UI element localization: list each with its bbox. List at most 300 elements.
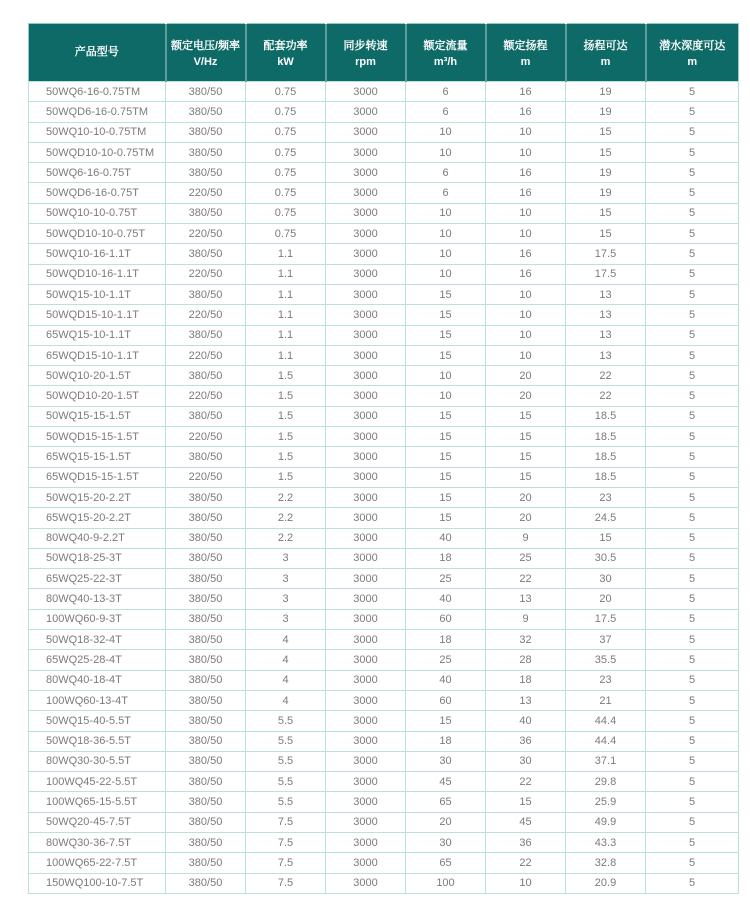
- cell-value: 5.5: [246, 772, 326, 792]
- cell-value: 5: [646, 122, 739, 142]
- cell-value: 3: [246, 569, 326, 589]
- cell-value: 5: [646, 630, 739, 650]
- cell-value: 380/50: [166, 873, 246, 893]
- cell-value: 18.5: [566, 467, 646, 487]
- cell-model: 100WQ65-15-5.5T: [29, 792, 166, 812]
- cell-value: 0.75: [246, 82, 326, 102]
- cell-value: 18: [486, 670, 566, 690]
- table-row: [29, 325, 739, 345]
- cell-value: 3000: [326, 183, 406, 203]
- cell-value: 4: [246, 690, 326, 710]
- cell-value: 30: [406, 751, 486, 771]
- cell-value: 15: [406, 406, 486, 426]
- table-row: [29, 122, 739, 142]
- header-row: [29, 24, 739, 82]
- cell-model: 50WQD6-16-0.75TM: [29, 102, 166, 122]
- cell-model: 50WQ20-45-7.5T: [29, 812, 166, 832]
- cell-model: 50WQD10-10-0.75T: [29, 224, 166, 244]
- table-row: [29, 142, 739, 162]
- cell-value: 3000: [326, 325, 406, 345]
- cell-value: 3000: [326, 731, 406, 751]
- cell-value: 13: [566, 345, 646, 365]
- cell-model: 65WQD15-10-1.1T: [29, 345, 166, 365]
- cell-value: 17.5: [566, 264, 646, 284]
- cell-model: 50WQ15-15-1.5T: [29, 406, 166, 426]
- cell-value: 19: [566, 102, 646, 122]
- cell-value: 13: [566, 284, 646, 304]
- cell-value: 29.8: [566, 772, 646, 792]
- column-label: 产品型号: [74, 45, 119, 58]
- cell-value: 380/50: [166, 630, 246, 650]
- cell-value: 3000: [326, 853, 406, 873]
- cell-value: 380/50: [166, 284, 246, 304]
- cell-value: 15: [566, 203, 646, 223]
- cell-value: 15: [406, 284, 486, 304]
- cell-value: 20: [486, 487, 566, 507]
- cell-value: 3: [246, 589, 326, 609]
- cell-value: 5: [646, 386, 739, 406]
- table-row: [29, 487, 739, 507]
- table-row: [29, 264, 739, 284]
- cell-value: 4: [246, 670, 326, 690]
- cell-model: 100WQ45-22-5.5T: [29, 772, 166, 792]
- cell-value: 10: [406, 142, 486, 162]
- cell-value: 5: [646, 244, 739, 264]
- cell-value: 30: [406, 832, 486, 852]
- cell-value: 22: [486, 569, 566, 589]
- cell-value: 3000: [326, 569, 406, 589]
- table-row: [29, 203, 739, 223]
- cell-value: 6: [406, 183, 486, 203]
- column-unit: m: [520, 56, 531, 69]
- cell-value: 4: [246, 650, 326, 670]
- cell-value: 380/50: [166, 609, 246, 629]
- cell-value: 15: [486, 406, 566, 426]
- cell-value: 0.75: [246, 122, 326, 142]
- cell-value: 380/50: [166, 853, 246, 873]
- cell-value: 15: [406, 487, 486, 507]
- cell-value: 40: [406, 528, 486, 548]
- cell-value: 3000: [326, 122, 406, 142]
- cell-value: 0.75: [246, 183, 326, 203]
- cell-value: 22: [486, 853, 566, 873]
- cell-value: 3000: [326, 650, 406, 670]
- cell-value: 380/50: [166, 447, 246, 467]
- cell-value: 13: [486, 690, 566, 710]
- cell-value: 5: [646, 650, 739, 670]
- cell-value: 23: [566, 487, 646, 507]
- cell-value: 10: [406, 203, 486, 223]
- cell-value: 220/50: [166, 345, 246, 365]
- cell-value: 3000: [326, 264, 406, 284]
- column-label: 额定电压/频率: [170, 39, 241, 52]
- cell-value: 10: [406, 244, 486, 264]
- table-row: [29, 569, 739, 589]
- cell-value: 3000: [326, 163, 406, 183]
- cell-value: 1.1: [246, 305, 326, 325]
- cell-value: 15: [406, 711, 486, 731]
- cell-value: 5.5: [246, 751, 326, 771]
- cell-value: 5: [646, 366, 739, 386]
- table-row: [29, 792, 739, 812]
- cell-value: 44.4: [566, 731, 646, 751]
- cell-value: 21: [566, 690, 646, 710]
- cell-value: 5: [646, 548, 739, 568]
- cell-value: 30: [486, 751, 566, 771]
- cell-value: 16: [486, 264, 566, 284]
- cell-value: 25.9: [566, 792, 646, 812]
- cell-value: 220/50: [166, 467, 246, 487]
- cell-value: 23: [566, 670, 646, 690]
- cell-value: 3000: [326, 548, 406, 568]
- cell-model: 65WQ25-22-3T: [29, 569, 166, 589]
- cell-value: 25: [406, 650, 486, 670]
- cell-value: 3000: [326, 528, 406, 548]
- table-row: [29, 589, 739, 609]
- cell-value: 40: [486, 711, 566, 731]
- cell-value: 3: [246, 609, 326, 629]
- table-row: [29, 548, 739, 568]
- cell-value: 0.75: [246, 224, 326, 244]
- cell-value: 5: [646, 690, 739, 710]
- cell-value: 6: [406, 82, 486, 102]
- cell-value: 5: [646, 467, 739, 487]
- column-unit: kW: [277, 56, 294, 69]
- cell-value: 380/50: [166, 406, 246, 426]
- cell-value: 2.2: [246, 487, 326, 507]
- cell-value: 380/50: [166, 508, 246, 528]
- cell-value: 15: [406, 305, 486, 325]
- cell-value: 1.1: [246, 264, 326, 284]
- cell-value: 18: [406, 548, 486, 568]
- cell-value: 60: [406, 690, 486, 710]
- table-row: [29, 711, 739, 731]
- cell-value: 5: [646, 589, 739, 609]
- cell-value: 3000: [326, 102, 406, 122]
- cell-value: 5: [646, 528, 739, 548]
- cell-value: 10: [486, 345, 566, 365]
- cell-model: 80WQ30-30-5.5T: [29, 751, 166, 771]
- cell-value: 5: [646, 832, 739, 852]
- cell-value: 1.5: [246, 427, 326, 447]
- cell-model: 65WQD15-15-1.5T: [29, 467, 166, 487]
- cell-value: 13: [486, 589, 566, 609]
- cell-model: 80WQ40-9-2.2T: [29, 528, 166, 548]
- cell-value: 1.5: [246, 467, 326, 487]
- cell-value: 380/50: [166, 832, 246, 852]
- cell-value: 5.5: [246, 792, 326, 812]
- table-row: [29, 609, 739, 629]
- cell-value: 380/50: [166, 772, 246, 792]
- cell-model: 50WQ10-10-0.75T: [29, 203, 166, 223]
- cell-value: 5: [646, 82, 739, 102]
- cell-value: 380/50: [166, 731, 246, 751]
- cell-value: 20.9: [566, 873, 646, 893]
- cell-value: 10: [406, 122, 486, 142]
- cell-value: 220/50: [166, 264, 246, 284]
- cell-value: 3000: [326, 873, 406, 893]
- cell-value: 19: [566, 183, 646, 203]
- column-label: 额定流量: [423, 39, 468, 52]
- cell-value: 5: [646, 264, 739, 284]
- cell-value: 7.5: [246, 812, 326, 832]
- cell-value: 3000: [326, 406, 406, 426]
- column-unit: m: [687, 56, 698, 69]
- cell-value: 22: [566, 386, 646, 406]
- table-row: [29, 772, 739, 792]
- cell-value: 18.5: [566, 406, 646, 426]
- cell-model: 50WQ15-40-5.5T: [29, 711, 166, 731]
- cell-value: 5: [646, 203, 739, 223]
- column-unit: m: [600, 56, 611, 69]
- cell-value: 5: [646, 731, 739, 751]
- cell-model: 80WQ40-18-4T: [29, 670, 166, 690]
- cell-value: 1.1: [246, 345, 326, 365]
- cell-value: 5: [646, 102, 739, 122]
- cell-value: 43.3: [566, 832, 646, 852]
- cell-value: 10: [486, 142, 566, 162]
- cell-value: 5: [646, 569, 739, 589]
- cell-value: 32: [486, 630, 566, 650]
- cell-model: 50WQD10-10-0.75TM: [29, 142, 166, 162]
- table-row: [29, 630, 739, 650]
- cell-value: 10: [486, 284, 566, 304]
- cell-model: 80WQ40-13-3T: [29, 589, 166, 609]
- cell-value: 15: [406, 427, 486, 447]
- cell-model: 100WQ65-22-7.5T: [29, 853, 166, 873]
- table-row: [29, 284, 739, 304]
- cell-value: 30: [566, 569, 646, 589]
- cell-value: 7.5: [246, 853, 326, 873]
- cell-model: 100WQ60-13-4T: [29, 690, 166, 710]
- cell-value: 18.5: [566, 427, 646, 447]
- cell-value: 5: [646, 792, 739, 812]
- cell-value: 2.2: [246, 528, 326, 548]
- cell-value: 3000: [326, 772, 406, 792]
- cell-value: 10: [406, 366, 486, 386]
- cell-value: 3000: [326, 508, 406, 528]
- cell-model: 50WQ18-36-5.5T: [29, 731, 166, 751]
- cell-value: 15: [566, 528, 646, 548]
- column-label: 配套功率: [263, 39, 308, 52]
- cell-value: 5: [646, 853, 739, 873]
- cell-value: 380/50: [166, 325, 246, 345]
- cell-value: 1.5: [246, 366, 326, 386]
- cell-value: 5: [646, 873, 739, 893]
- table-row: [29, 650, 739, 670]
- cell-value: 10: [406, 264, 486, 284]
- cell-value: 0.75: [246, 102, 326, 122]
- cell-value: 380/50: [166, 142, 246, 162]
- cell-value: 22: [566, 366, 646, 386]
- cell-model: 50WQD10-20-1.5T: [29, 386, 166, 406]
- column-header-8: [646, 24, 739, 82]
- cell-value: 6: [406, 163, 486, 183]
- cell-model: 50WQ18-32-4T: [29, 630, 166, 650]
- cell-value: 35.5: [566, 650, 646, 670]
- cell-value: 20: [486, 508, 566, 528]
- cell-value: 15: [406, 508, 486, 528]
- cell-value: 5: [646, 345, 739, 365]
- cell-value: 15: [486, 467, 566, 487]
- table-row: [29, 447, 739, 467]
- cell-value: 380/50: [166, 163, 246, 183]
- table-row: [29, 751, 739, 771]
- cell-value: 20: [486, 386, 566, 406]
- cell-value: 32.8: [566, 853, 646, 873]
- table-row: [29, 670, 739, 690]
- table-row: [29, 731, 739, 751]
- cell-value: 3000: [326, 630, 406, 650]
- cell-value: 220/50: [166, 224, 246, 244]
- table-row: [29, 528, 739, 548]
- cell-value: 20: [486, 366, 566, 386]
- cell-value: 37.1: [566, 751, 646, 771]
- cell-model: 65WQ25-28-4T: [29, 650, 166, 670]
- cell-value: 49.9: [566, 812, 646, 832]
- cell-value: 18: [406, 630, 486, 650]
- cell-model: 50WQ10-10-0.75TM: [29, 122, 166, 142]
- table-row: [29, 183, 739, 203]
- cell-value: 5: [646, 406, 739, 426]
- cell-value: 380/50: [166, 102, 246, 122]
- cell-value: 380/50: [166, 690, 246, 710]
- cell-value: 3000: [326, 447, 406, 467]
- cell-value: 10: [486, 305, 566, 325]
- table-row: [29, 508, 739, 528]
- cell-value: 1.5: [246, 386, 326, 406]
- cell-model: 65WQ15-15-1.5T: [29, 447, 166, 467]
- cell-value: 380/50: [166, 122, 246, 142]
- cell-value: 19: [566, 82, 646, 102]
- cell-value: 100: [406, 873, 486, 893]
- column-header-1: [29, 24, 166, 82]
- cell-value: 15: [406, 325, 486, 345]
- cell-value: 5: [646, 487, 739, 507]
- cell-model: 50WQ6-16-0.75TM: [29, 82, 166, 102]
- cell-value: 45: [406, 772, 486, 792]
- cell-value: 5: [646, 163, 739, 183]
- table-row: [29, 163, 739, 183]
- cell-value: 25: [486, 548, 566, 568]
- cell-model: 50WQD6-16-0.75T: [29, 183, 166, 203]
- cell-value: 380/50: [166, 589, 246, 609]
- cell-value: 36: [486, 832, 566, 852]
- cell-value: 380/50: [166, 569, 246, 589]
- column-label: 扬程可达: [583, 39, 628, 52]
- column-header-5: [406, 24, 486, 82]
- cell-value: 3000: [326, 487, 406, 507]
- table-row: [29, 427, 739, 447]
- table-row: [29, 690, 739, 710]
- cell-value: 15: [406, 345, 486, 365]
- cell-value: 9: [486, 609, 566, 629]
- cell-value: 3000: [326, 345, 406, 365]
- cell-value: 22: [486, 772, 566, 792]
- cell-value: 3000: [326, 589, 406, 609]
- cell-value: 6: [406, 102, 486, 122]
- table-row: [29, 386, 739, 406]
- cell-value: 3000: [326, 670, 406, 690]
- cell-value: 3000: [326, 832, 406, 852]
- table-row: [29, 224, 739, 244]
- cell-model: 50WQD10-16-1.1T: [29, 264, 166, 284]
- cell-model: 50WQ6-16-0.75T: [29, 163, 166, 183]
- cell-value: 16: [486, 183, 566, 203]
- cell-value: 380/50: [166, 528, 246, 548]
- cell-model: 50WQD15-15-1.5T: [29, 427, 166, 447]
- cell-value: 7.5: [246, 832, 326, 852]
- cell-value: 2.2: [246, 508, 326, 528]
- cell-value: 5: [646, 751, 739, 771]
- table-row: [29, 82, 739, 102]
- cell-value: 380/50: [166, 244, 246, 264]
- cell-value: 10: [486, 122, 566, 142]
- cell-value: 24.5: [566, 508, 646, 528]
- column-unit: m³/h: [433, 56, 458, 69]
- cell-value: 30.5: [566, 548, 646, 568]
- cell-value: 220/50: [166, 305, 246, 325]
- column-header-4: [326, 24, 406, 82]
- cell-value: 380/50: [166, 82, 246, 102]
- cell-value: 5: [646, 711, 739, 731]
- table-row: [29, 853, 739, 873]
- cell-value: 15: [406, 447, 486, 467]
- cell-model: 50WQ15-20-2.2T: [29, 487, 166, 507]
- cell-model: 65WQ15-10-1.1T: [29, 325, 166, 345]
- cell-value: 5: [646, 812, 739, 832]
- cell-value: 16: [486, 163, 566, 183]
- cell-value: 3000: [326, 244, 406, 264]
- cell-value: 1.1: [246, 244, 326, 264]
- cell-model: 50WQ10-20-1.5T: [29, 366, 166, 386]
- table-row: [29, 812, 739, 832]
- cell-value: 13: [566, 305, 646, 325]
- cell-value: 5: [646, 609, 739, 629]
- cell-value: 380/50: [166, 487, 246, 507]
- cell-value: 5: [646, 427, 739, 447]
- cell-model: 150WQ100-10-7.5T: [29, 873, 166, 893]
- cell-value: 40: [406, 589, 486, 609]
- cell-value: 15: [566, 122, 646, 142]
- cell-value: 17.5: [566, 609, 646, 629]
- cell-value: 5: [646, 305, 739, 325]
- cell-value: 5: [646, 447, 739, 467]
- cell-model: 50WQ10-16-1.1T: [29, 244, 166, 264]
- cell-value: 3000: [326, 203, 406, 223]
- cell-value: 380/50: [166, 366, 246, 386]
- cell-value: 380/50: [166, 548, 246, 568]
- cell-value: 15: [406, 467, 486, 487]
- cell-value: 5: [646, 284, 739, 304]
- cell-value: 3000: [326, 82, 406, 102]
- cell-value: 3000: [326, 427, 406, 447]
- cell-value: 3000: [326, 366, 406, 386]
- table-row: [29, 366, 739, 386]
- cell-value: 3000: [326, 467, 406, 487]
- table-row: [29, 305, 739, 325]
- cell-value: 3000: [326, 224, 406, 244]
- cell-value: 5.5: [246, 731, 326, 751]
- table-row: [29, 102, 739, 122]
- cell-value: 10: [486, 325, 566, 345]
- cell-value: 17.5: [566, 244, 646, 264]
- column-label: 同步转速: [343, 39, 388, 52]
- cell-value: 380/50: [166, 792, 246, 812]
- cell-value: 60: [406, 609, 486, 629]
- cell-value: 3000: [326, 142, 406, 162]
- cell-value: 15: [566, 224, 646, 244]
